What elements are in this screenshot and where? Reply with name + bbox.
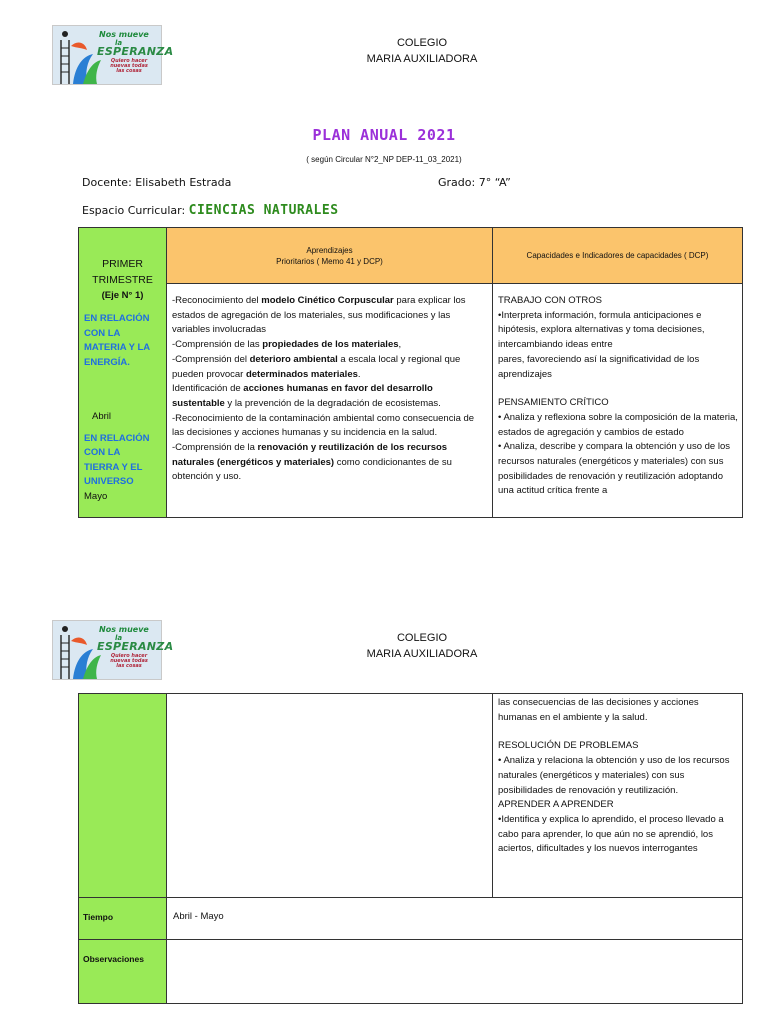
school-line-2: MARIA AUXILIADORA [366,648,478,660]
trimestre-line: TRIMESTRE [92,274,153,286]
school-line-1: COLEGIO [396,632,448,644]
espacio-label: Espacio Curricular: [82,204,186,217]
school-line-1: COLEGIO [396,37,448,49]
aprendizaje-highlight: modelo Cinético Corpuscular [261,295,394,306]
capacidad-line: APRENDER A APRENDER [498,799,614,811]
relation-line: MATERIA Y LA [84,342,151,353]
capacidad-line: •Interpreta información, formula anticipaciones e hipótesis, explora alternativas y toma decisiones, intercambiando ideas entre [498,309,705,351]
capacidad-line: RESOLUCIÓN DE PROBLEMAS [498,740,639,752]
capacidad-line: las consecuencias de las decisiones y acciones humanas en el ambiente y la salud. [498,697,699,723]
aprendizaje-item [172,294,488,338]
logo-text: la [115,39,123,47]
month-label: Mayo [84,490,108,502]
aprendizaje-text: -Reconocimiento de la contaminación ambiental como consecuencia de las decisiones y acciones humanas y su incidencia en la salud. [172,412,475,439]
capacidad-line [498,382,738,396]
eje-label: (Eje N° 1) [101,290,144,301]
tiempo-label: Tiempo [79,898,167,940]
capacidad-line: pares, favoreciendo así la significatividad de los aprendizajes [498,353,700,380]
aprendizaje-item [172,412,488,441]
aprendizaje-text: , [398,339,402,351]
aprendizaje-highlight: determinados materiales [245,368,358,380]
capacidad-line: • Analiza y relaciona la obtención y uso de los recursos naturales (energéticos y materiales) con sus posibilidades de renovación y reutilización. [498,755,730,796]
espacio-value: CIENCIAS NATURALES [188,203,339,218]
capacidad-line: •Identifica y explica lo aprendido, el proceso llevado a cabo para aprender, lo que aún no se aprendió, los aciertos, dificultades y los nuevos interrogantes [498,813,724,855]
aprendizajes-cell [167,284,493,518]
trimestre-cell [79,228,167,518]
relation-line: ENERGÍA. [84,356,130,368]
logo-text: ESPERANZA [97,640,174,653]
aprendizaje-text: -Reconocimiento del [172,295,262,306]
aprendizaje-item [172,338,488,353]
trimestre-line: PRIMER [102,258,143,270]
logo-text: Nos mueve [99,625,149,634]
aprendizaje-item [172,353,488,382]
school-name [300,630,544,662]
docente-label: Docente: Elisabeth Estrada [82,176,232,189]
aprendizaje-text: como condicionantes de su obtención y uso. [172,456,452,483]
aprendizaje-highlight: deterioro ambiental [249,353,338,365]
capacidad-line [498,725,738,739]
observaciones-label: Observaciones [79,940,167,1004]
logo-text: la [115,634,123,642]
capacidades-cell [493,284,743,518]
grado-label: Grado: 7° “A” [438,176,511,189]
school-logo [52,620,174,680]
aprendizaje-text: Identificación de [172,383,244,395]
aprendizaje-item [172,441,488,485]
aprendizaje-text: para explicar los estados de agregación de los materiales, sus modificaciones y las variables involucradas [172,295,466,336]
logo-text: Nos mueve [99,30,149,39]
relation-line: CON LA [84,447,121,459]
page-subtitle: ( según Circular N°2_NP DEP-11_03_2021) [306,155,462,164]
header-line: Aprendizajes [306,245,353,255]
aprendizaje-text: -Comprensión de las [172,339,263,351]
aprendizaje-highlight: acciones humanas en favor del desarrollo sustentable [172,383,433,409]
aprendizajes-cell-continued [167,694,493,898]
logo-text: Quiero hacer nuevas todas las cosas [110,653,148,669]
observaciones-value [167,940,743,1004]
aprendizajes-header [167,228,493,284]
page-title: PLAN ANUAL 2021 [312,126,456,144]
relation-line: EN RELACIÓN [84,432,150,444]
capacidad-line: PENSAMIENTO CRÍTICO [498,397,609,409]
relation-line: TIERRA Y EL [84,461,143,473]
aprendizaje-text: -Comprensión de la [172,442,258,454]
header-line: Prioritarios ( Memo 41 y DCP) [276,256,383,266]
school-logo [52,25,174,85]
capacidades-cell-continued [493,694,743,898]
logo-text: ESPERANZA [97,45,174,58]
relation-line: CON LA [84,327,121,339]
logo-text: Quiero hacer nuevas todas las cosas [110,58,148,74]
aprendizaje-text: y la prevención de la degradación de ecosistemas. [224,397,441,409]
plan-table-1 [78,227,743,518]
capacidad-line: • Analiza y reflexiona sobre la composición de la materia, estados de agregación y cambios de estado [498,411,738,438]
school-line-2: MARIA AUXILIADORA [366,53,478,65]
tiempo-value: Abril - Mayo [167,898,743,940]
aprendizaje-text: -Comprensión del [172,353,250,365]
capacidad-line: • Analiza, describe y compara la obtención y uso de los recursos naturales (energéticos y materiales) con sus posibilidades de renovación y reutilización adoptando una actitud crítica frente a [498,441,730,497]
aprendizaje-highlight: propiedades de los materiales [262,339,399,351]
aprendizaje-item [172,382,488,411]
plan-table-2 [78,693,743,1004]
capacidad-line: TRABAJO CON OTROS [498,295,602,306]
aprendizaje-highlight: renovación y reutilización de los recursos naturales (energéticos y materiales) [172,442,448,468]
trimestre-cell-continued [79,694,167,898]
relation-line: UNIVERSO [84,476,134,488]
month-label: Abril [92,411,112,422]
school-name [300,35,544,67]
relation-line: EN RELACIÓN [84,313,150,324]
capacidades-header: Capacidades e Indicadores de capacidades ( DCP) [493,228,743,284]
espacio-curricular [82,203,339,218]
aprendizaje-text: . [357,368,361,380]
aprendizaje-text: a escala local y regional que pueden provocar [172,353,461,380]
